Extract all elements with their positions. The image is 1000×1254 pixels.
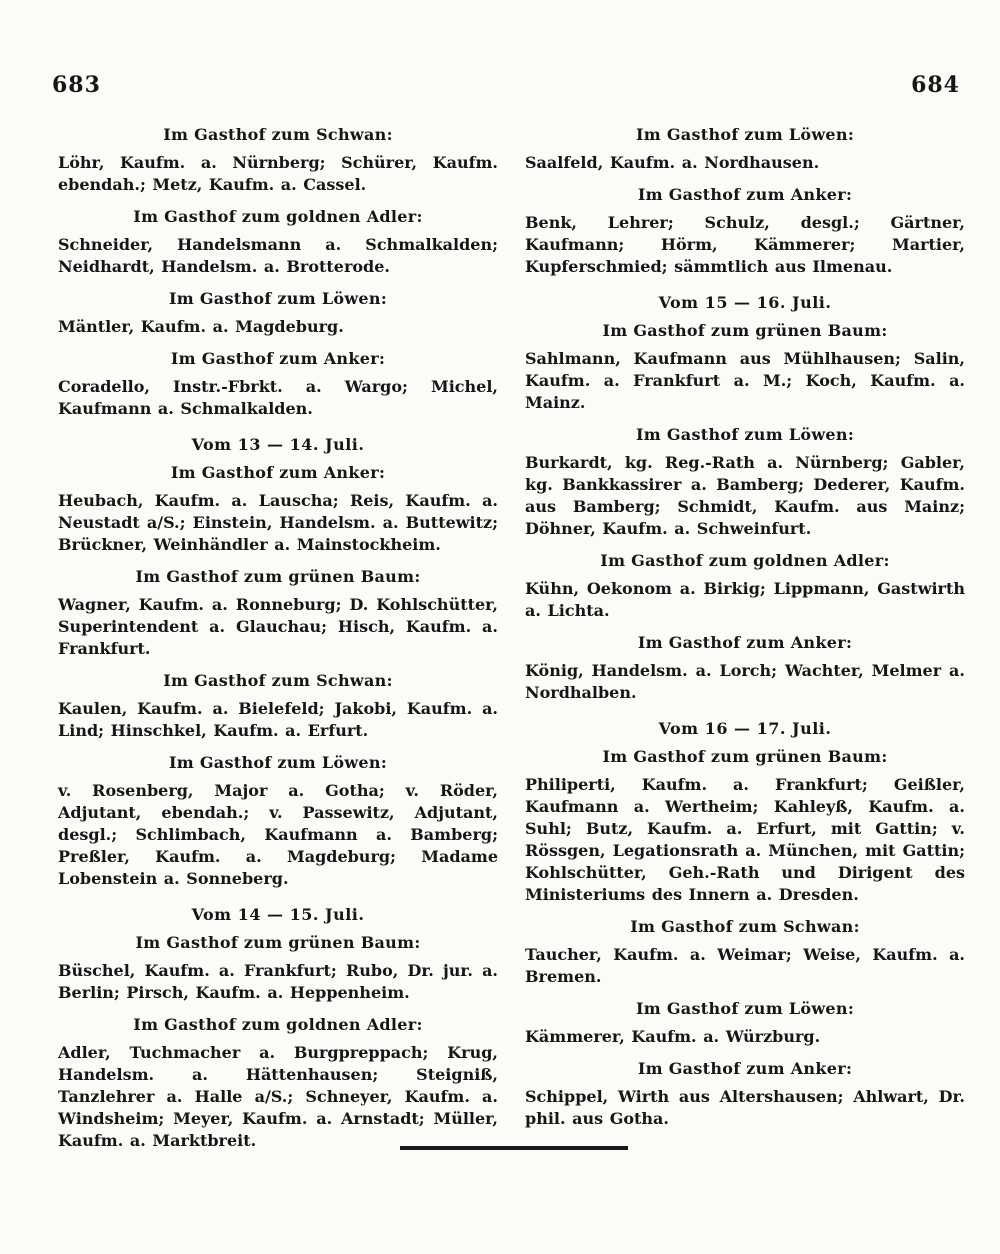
date-heading: Vom 13 — 14. Juli. — [191, 435, 365, 454]
guest-list-entry: Philiperti, Kaufm. a. Frankfurt; Geißler, Kaufmann a. Wertheim; Kahleyß, Kaufm. a. Suhl; Butz, Kaufm. a. Erfurt, mit Gattin; v. Rössgen, Legationsrath a. München, mit Gattin; Kohlschütter, Geh.-Rath und Dirigent des Ministeriums des Innern a. Dresden. — [525, 775, 965, 904]
right-column — [525, 118, 965, 1140]
inn-heading: Im Gasthof zum Anker: — [637, 185, 853, 204]
inn-heading: Im Gasthof zum Löwen: — [635, 125, 855, 144]
inn-heading: Im Gasthof zum Löwen: — [635, 425, 855, 444]
inn-heading: Im Gasthof zum Löwen: — [168, 753, 388, 772]
guest-list-entry: Heubach, Kaufm. a. Lauscha; Reis, Kaufm. a. Neustadt a/S.; Einstein, Handelsm. a. Buttewitz; Brückner, Weinhändler a. Mainstockheim. — [58, 491, 498, 554]
inn-heading: Im Gasthof zum goldnen Adler: — [600, 551, 890, 570]
left-column — [58, 118, 498, 1162]
guest-list-entry: Kämmerer, Kaufm. a. Würzburg. — [525, 1027, 821, 1046]
guest-list-entry: Schneider, Handelsmann a. Schmalkalden; Neidhardt, Handelsm. a. Brotterode. — [58, 235, 498, 276]
page-number-right: 684 — [911, 72, 960, 98]
date-heading: Vom 14 — 15. Juli. — [191, 905, 365, 924]
guest-list-entry: König, Handelsm. a. Lorch; Wachter, Melmer a. Nordhalben. — [525, 661, 965, 702]
guest-list-entry: Coradello, Instr.-Fbrkt. a. Wargo; Michel, Kaufmann a. Schmalkalden. — [58, 377, 498, 418]
inn-heading: Im Gasthof zum grünen Baum: — [135, 933, 421, 952]
inn-heading: Im Gasthof zum Anker: — [170, 463, 386, 482]
guest-list-entry: Burkardt, kg. Reg.-Rath a. Nürnberg; Gabler, kg. Bankkassirer a. Bamberg; Dederer, Kaufm. aus Bamberg; Schmidt, Kaufm. aus Mainz; Döhner, Kaufm. a. Schweinfurt. — [525, 453, 965, 538]
inn-heading: Im Gasthof zum Schwan: — [163, 671, 393, 690]
guest-list-entry: Benk, Lehrer; Schulz, desgl.; Gärtner, Kaufmann; Hörm, Kämmerer; Martier, Kupferschmied; sämmtlich aus Ilmenau. — [525, 213, 965, 276]
inn-heading: Im Gasthof zum Schwan: — [630, 917, 860, 936]
guest-list-entry: Saalfeld, Kaufm. a. Nordhausen. — [525, 153, 820, 172]
inn-heading: Im Gasthof zum Anker: — [637, 633, 853, 652]
inn-heading: Im Gasthof zum Löwen: — [635, 999, 855, 1018]
guest-list-entry: Kühn, Oekonom a. Birkig; Lippmann, Gastwirth a. Lichta. — [525, 579, 965, 620]
guest-list-entry: Adler, Tuchmacher a. Burgpreppach; Krug, Handelsm. a. Hättenhausen; Steigniß, Tanzlehrer a. Halle a/S.; Schneyer, Kaufm. a. Windsheim; Meyer, Kaufm. a. Arnstadt; Müller, Kaufm. a. Marktbreit. — [58, 1043, 498, 1150]
inn-heading: Im Gasthof zum Schwan: — [163, 125, 393, 144]
closing-rule — [400, 1146, 628, 1150]
date-heading: Vom 16 — 17. Juli. — [658, 719, 832, 738]
guest-list-entry: Wagner, Kaufm. a. Ronneburg; D. Kohlschütter, Superintendent a. Glauchau; Hisch, Kaufm. a. Frankfurt. — [58, 595, 498, 658]
inn-heading: Im Gasthof zum goldnen Adler: — [133, 1015, 423, 1034]
inn-heading: Im Gasthof zum grünen Baum: — [135, 567, 421, 586]
date-heading: Vom 15 — 16. Juli. — [658, 293, 832, 312]
guest-list-entry: Schippel, Wirth aus Altershausen; Ahlwart, Dr. phil. aus Gotha. — [525, 1087, 965, 1128]
guest-list-entry: Büschel, Kaufm. a. Frankfurt; Rubo, Dr. jur. a. Berlin; Pirsch, Kaufm. a. Heppenheim. — [58, 961, 498, 1002]
guest-list-entry: v. Rosenberg, Major a. Gotha; v. Röder, Adjutant, ebendah.; v. Passewitz, Adjutant, desgl.; Schlimbach, Kaufmann a. Bamberg; Preßler, Kaufm. a. Magdeburg; Madame Lobenstein a. Sonneberg. — [58, 781, 498, 888]
inn-heading: Im Gasthof zum grünen Baum: — [602, 747, 888, 766]
guest-list-entry: Mäntler, Kaufm. a. Magdeburg. — [58, 317, 344, 336]
guest-list-entry: Löhr, Kaufm. a. Nürnberg; Schürer, Kaufm. ebendah.; Metz, Kaufm. a. Cassel. — [58, 153, 498, 194]
guest-list-entry: Taucher, Kaufm. a. Weimar; Weise, Kaufm. a. Bremen. — [525, 945, 965, 986]
inn-heading: Im Gasthof zum Anker: — [170, 349, 386, 368]
inn-heading: Im Gasthof zum grünen Baum: — [602, 321, 888, 340]
page-number-left: 683 — [52, 72, 101, 98]
inn-heading: Im Gasthof zum Löwen: — [168, 289, 388, 308]
guest-list-entry: Kaulen, Kaufm. a. Bielefeld; Jakobi, Kaufm. a. Lind; Hinschkel, Kaufm. a. Erfurt. — [58, 699, 498, 740]
guest-list-entry: Sahlmann, Kaufmann aus Mühlhausen; Salin, Kaufm. a. Frankfurt a. M.; Koch, Kaufm. a. Mainz. — [525, 349, 965, 412]
inn-heading: Im Gasthof zum goldnen Adler: — [133, 207, 423, 226]
inn-heading: Im Gasthof zum Anker: — [637, 1059, 853, 1078]
